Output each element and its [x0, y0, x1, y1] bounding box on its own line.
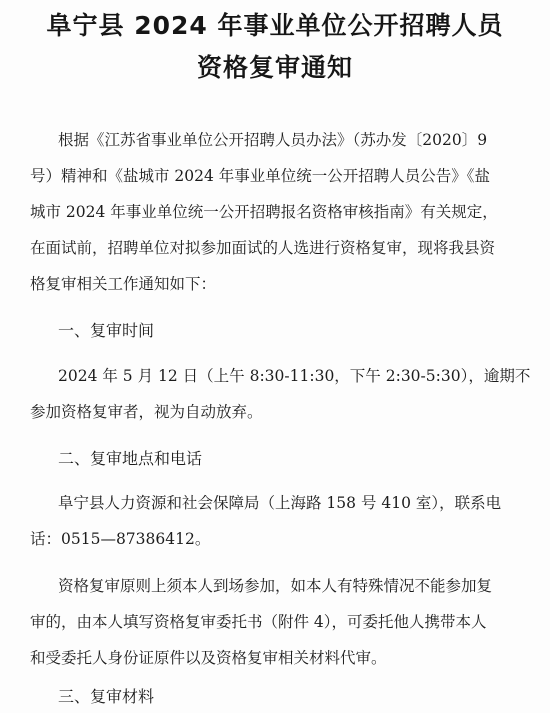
proxy-line-3: 和受委托人身份证原件以及资格复审相关材料代审。 [30, 649, 387, 667]
document-title-line-1: 阜宁县 2024 年事业单位公开招聘人员 [46, 11, 504, 40]
section-heading-review-time: 一、复审时间 [58, 321, 155, 340]
section-heading-materials: 三、复审材料 [58, 687, 155, 706]
proxy-line-1: 资格复审原则上须本人到场参加，如本人有特殊情况不能参加复 [58, 577, 493, 595]
intro-line-2: 号）精神和《盐城市 2024 年事业单位统一公开招聘人员公告》《盐 [30, 167, 491, 185]
intro-line-4: 在面试前，招聘单位对拟参加面试的人选进行资格复审，现将我县资 [30, 239, 496, 257]
intro-line-5: 格复审相关工作通知如下： [30, 275, 217, 293]
section-heading-location-phone: 二、复审地点和电话 [58, 449, 203, 468]
review-time-line-2: 参加资格复审者，视为自动放弃。 [30, 403, 263, 421]
proxy-line-2: 审的，由本人填写资格复审委托书（附件 4），可委托他人携带本人 [30, 613, 487, 631]
document-title-line-2: 资格复审通知 [196, 53, 353, 82]
location-line-1: 阜宁县人力资源和社会保障局（上海路 158 号 410 室），联系电 [58, 494, 502, 512]
intro-line-1: 根据《江苏省事业单位公开招聘人员办法》（苏办发〔2020〕9 [58, 131, 488, 149]
intro-line-3: 城市 2024 年事业单位统一公开招聘报名资格审核指南》有关规定， [30, 203, 498, 221]
location-line-2: 话：0515—87386412。 [30, 530, 211, 548]
review-time-line-1: 2024 年 5 月 12 日（上午 8:30-11:30，下午 2:30-5:30），逾期不 [58, 367, 531, 385]
